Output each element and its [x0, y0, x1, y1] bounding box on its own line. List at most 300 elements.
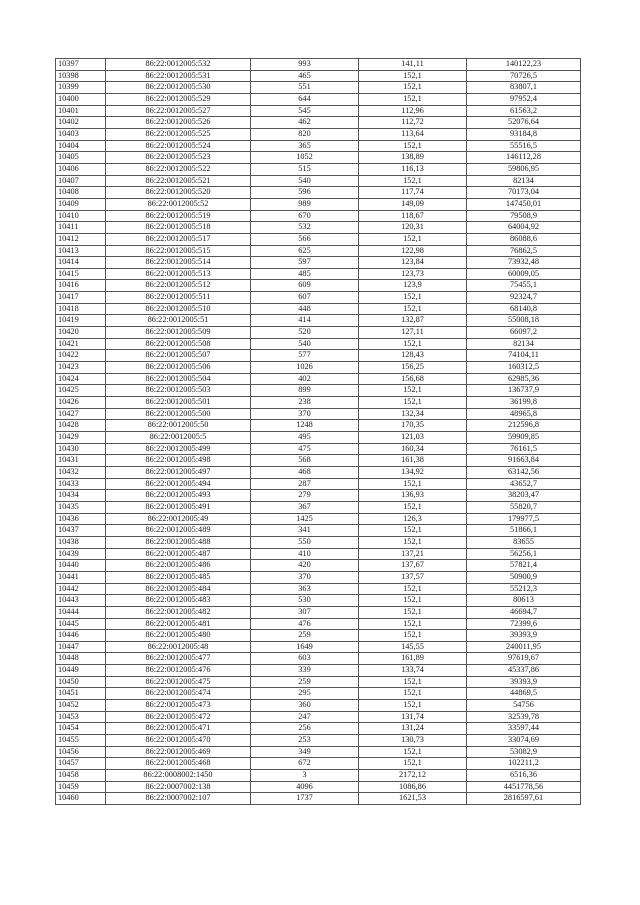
table-row: [56, 618, 581, 630]
table-row: [56, 466, 581, 478]
row-number-cell: 10429: [56, 432, 106, 444]
cadastral-number-cell: 86:22:0012005:491: [106, 501, 251, 513]
table-row: [56, 233, 581, 245]
cadastral-number-cell: 86:22:0012005:476: [106, 665, 251, 677]
cadastral-value-cell: 66097,2: [467, 327, 581, 339]
specific-value-cell: 149,09: [359, 198, 467, 210]
area-cell: 238: [251, 397, 359, 409]
row-number-cell: 10401: [56, 105, 106, 117]
cadastral-number-cell: 86:22:0012005:529: [106, 93, 251, 105]
cadastral-number-cell: 86:22:0012005:519: [106, 210, 251, 222]
cadastral-value-cell: 33597,44: [467, 723, 581, 735]
specific-value-cell: 138,89: [359, 152, 467, 164]
cadastral-value-cell: 76161,5: [467, 443, 581, 455]
table-row: [56, 478, 581, 490]
area-cell: 247: [251, 711, 359, 723]
cadastral-value-cell: 160312,5: [467, 362, 581, 374]
cadastral-number-cell: 86:22:0012005:485: [106, 571, 251, 583]
row-number-cell: 10417: [56, 292, 106, 304]
table-row: [56, 105, 581, 117]
table-row: [56, 210, 581, 222]
row-number-cell: 10415: [56, 268, 106, 280]
cadastral-value-cell: 179977,5: [467, 513, 581, 525]
cadastral-number-cell: 86:22:0012005:475: [106, 676, 251, 688]
cadastral-number-cell: 86:22:0012005:520: [106, 187, 251, 199]
cadastral-value-cell: 73932,48: [467, 257, 581, 269]
table-row: [56, 187, 581, 199]
cadastral-value-cell: 68140,8: [467, 303, 581, 315]
cadastral-number-cell: 86:22:0012005:521: [106, 175, 251, 187]
area-cell: 568: [251, 455, 359, 467]
row-number-cell: 10410: [56, 210, 106, 222]
specific-value-cell: 112,96: [359, 105, 467, 117]
cadastral-number-cell: 86:22:0012005:532: [106, 59, 251, 71]
area-cell: 1026: [251, 362, 359, 374]
table-row: [56, 82, 581, 94]
table-row: [56, 93, 581, 105]
row-number-cell: 10400: [56, 93, 106, 105]
cadastral-number-cell: 86:22:0012005:514: [106, 257, 251, 269]
cadastral-value-cell: 212596,8: [467, 420, 581, 432]
specific-value-cell: 130,73: [359, 735, 467, 747]
cadastral-number-cell: 86:22:0012005:527: [106, 105, 251, 117]
table-row: [56, 711, 581, 723]
cadastral-value-cell: 79508,9: [467, 210, 581, 222]
specific-value-cell: 152,1: [359, 93, 467, 105]
table-row: [56, 595, 581, 607]
cadastral-number-cell: 86:22:0012005:530: [106, 82, 251, 94]
table-row: [56, 630, 581, 642]
row-number-cell: 10442: [56, 583, 106, 595]
cadastral-value-cell: 91663,84: [467, 455, 581, 467]
table-row: [56, 548, 581, 560]
area-cell: 1425: [251, 513, 359, 525]
area-cell: 495: [251, 432, 359, 444]
area-cell: 287: [251, 478, 359, 490]
area-cell: 465: [251, 70, 359, 82]
row-number-cell: 10397: [56, 59, 106, 71]
cadastral-number-cell: 86:22:0012005:477: [106, 653, 251, 665]
specific-value-cell: 152,1: [359, 140, 467, 152]
row-number-cell: 10414: [56, 257, 106, 269]
cadastral-number-cell: 86:22:0012005:526: [106, 117, 251, 129]
specific-value-cell: 133,74: [359, 665, 467, 677]
area-cell: 820: [251, 128, 359, 140]
specific-value-cell: 131,24: [359, 723, 467, 735]
cadastral-number-cell: 86:22:0012005:497: [106, 466, 251, 478]
cadastral-number-cell: 86:22:0012005:511: [106, 292, 251, 304]
cadastral-number-cell: 86:22:0012005:469: [106, 746, 251, 758]
row-number-cell: 10453: [56, 711, 106, 723]
area-cell: 341: [251, 525, 359, 537]
area-cell: 360: [251, 700, 359, 712]
table-row: [56, 280, 581, 292]
specific-value-cell: 152,1: [359, 630, 467, 642]
specific-value-cell: 132,87: [359, 315, 467, 327]
row-number-cell: 10460: [56, 793, 106, 805]
cadastral-number-cell: 86:22:0012005:484: [106, 583, 251, 595]
area-cell: 515: [251, 163, 359, 175]
specific-value-cell: 131,74: [359, 711, 467, 723]
cadastral-value-cell: 52076,64: [467, 117, 581, 129]
specific-value-cell: 134,92: [359, 466, 467, 478]
cadastral-value-cell: 61563,2: [467, 105, 581, 117]
specific-value-cell: 152,1: [359, 501, 467, 513]
specific-value-cell: 152,1: [359, 525, 467, 537]
table-row: [56, 525, 581, 537]
cadastral-value-table: [55, 58, 581, 805]
area-cell: 993: [251, 59, 359, 71]
cadastral-value-cell: 55516,5: [467, 140, 581, 152]
table-row: [56, 362, 581, 374]
table-row: [56, 781, 581, 793]
row-number-cell: 10457: [56, 758, 106, 770]
table-row: [56, 641, 581, 653]
table-row: [56, 59, 581, 71]
row-number-cell: 10452: [56, 700, 106, 712]
cadastral-value-cell: 4451778,56: [467, 781, 581, 793]
cadastral-value-cell: 57821,4: [467, 560, 581, 572]
row-number-cell: 10455: [56, 735, 106, 747]
table-row: [56, 560, 581, 572]
table-row: [56, 513, 581, 525]
row-number-cell: 10430: [56, 443, 106, 455]
cadastral-value-cell: 83655: [467, 536, 581, 548]
area-cell: 468: [251, 466, 359, 478]
specific-value-cell: 152,1: [359, 292, 467, 304]
area-cell: 672: [251, 758, 359, 770]
area-cell: 1248: [251, 420, 359, 432]
cadastral-value-cell: 97952,4: [467, 93, 581, 105]
cadastral-value-cell: 80613: [467, 595, 581, 607]
row-number-cell: 10420: [56, 327, 106, 339]
table-row: [56, 443, 581, 455]
cadastral-number-cell: 86:22:0012005:5: [106, 432, 251, 444]
cadastral-number-cell: 86:22:0007002:138: [106, 781, 251, 793]
specific-value-cell: 117,74: [359, 187, 467, 199]
cadastral-value-cell: 76862,5: [467, 245, 581, 257]
specific-value-cell: 152,1: [359, 676, 467, 688]
specific-value-cell: 123,9: [359, 280, 467, 292]
table-row: [56, 501, 581, 513]
area-cell: 349: [251, 746, 359, 758]
row-number-cell: 10436: [56, 513, 106, 525]
table-row: [56, 163, 581, 175]
row-number-cell: 10418: [56, 303, 106, 315]
row-number-cell: 10448: [56, 653, 106, 665]
row-number-cell: 10428: [56, 420, 106, 432]
table-row: [56, 222, 581, 234]
row-number-cell: 10432: [56, 466, 106, 478]
cadastral-number-cell: 86:22:0012005:494: [106, 478, 251, 490]
area-cell: 476: [251, 618, 359, 630]
cadastral-value-cell: 46694,7: [467, 606, 581, 618]
table-row: [56, 700, 581, 712]
area-cell: 256: [251, 723, 359, 735]
cadastral-value-cell: 55820,7: [467, 501, 581, 513]
cadastral-number-cell: 86:22:0012005:493: [106, 490, 251, 502]
area-cell: 520: [251, 327, 359, 339]
table-row: [56, 420, 581, 432]
area-cell: 609: [251, 280, 359, 292]
cadastral-number-cell: 86:22:0012005:501: [106, 397, 251, 409]
row-number-cell: 10427: [56, 408, 106, 420]
cadastral-number-cell: 86:22:0012005:525: [106, 128, 251, 140]
cadastral-number-cell: 86:22:0012005:486: [106, 560, 251, 572]
row-number-cell: 10441: [56, 571, 106, 583]
cadastral-number-cell: 86:22:0012005:523: [106, 152, 251, 164]
area-cell: 545: [251, 105, 359, 117]
area-cell: 259: [251, 630, 359, 642]
row-number-cell: 10403: [56, 128, 106, 140]
specific-value-cell: 161,38: [359, 455, 467, 467]
cadastral-number-cell: 86:22:0012005:48: [106, 641, 251, 653]
cadastral-value-cell: 147450,01: [467, 198, 581, 210]
row-number-cell: 10398: [56, 70, 106, 82]
cadastral-number-cell: 86:22:0012005:489: [106, 525, 251, 537]
table-row: [56, 571, 581, 583]
cadastral-value-cell: 2816597,61: [467, 793, 581, 805]
table-row: [56, 175, 581, 187]
area-cell: 4096: [251, 781, 359, 793]
specific-value-cell: 137,21: [359, 548, 467, 560]
table-row: [56, 327, 581, 339]
row-number-cell: 10450: [56, 676, 106, 688]
area-cell: 607: [251, 292, 359, 304]
cadastral-value-cell: 102211,2: [467, 758, 581, 770]
specific-value-cell: 123,73: [359, 268, 467, 280]
row-number-cell: 10435: [56, 501, 106, 513]
row-number-cell: 10412: [56, 233, 106, 245]
specific-value-cell: 127,11: [359, 327, 467, 339]
cadastral-number-cell: 86:22:0012005:487: [106, 548, 251, 560]
specific-value-cell: 126,3: [359, 513, 467, 525]
row-number-cell: 10411: [56, 222, 106, 234]
specific-value-cell: 1621,53: [359, 793, 467, 805]
row-number-cell: 10431: [56, 455, 106, 467]
cadastral-number-cell: 86:22:0012005:531: [106, 70, 251, 82]
table-row: [56, 746, 581, 758]
area-cell: 253: [251, 735, 359, 747]
row-number-cell: 10447: [56, 641, 106, 653]
area-cell: 402: [251, 373, 359, 385]
table-row: [56, 723, 581, 735]
area-cell: 597: [251, 257, 359, 269]
cadastral-number-cell: 86:22:0012005:517: [106, 233, 251, 245]
area-cell: 367: [251, 501, 359, 513]
area-cell: 577: [251, 350, 359, 362]
specific-value-cell: 152,1: [359, 70, 467, 82]
cadastral-number-cell: 86:22:0012005:512: [106, 280, 251, 292]
table-row: [56, 257, 581, 269]
cadastral-value-cell: 48965,8: [467, 408, 581, 420]
cadastral-value-cell: 51866,1: [467, 525, 581, 537]
cadastral-value-cell: 82134: [467, 175, 581, 187]
area-cell: 540: [251, 338, 359, 350]
specific-value-cell: 123,84: [359, 257, 467, 269]
cadastral-value-cell: 55008,18: [467, 315, 581, 327]
specific-value-cell: 152,1: [359, 175, 467, 187]
row-number-cell: 10439: [56, 548, 106, 560]
area-cell: 485: [251, 268, 359, 280]
area-cell: 363: [251, 583, 359, 595]
specific-value-cell: 161,89: [359, 653, 467, 665]
cadastral-number-cell: 86:22:0012005:481: [106, 618, 251, 630]
specific-value-cell: 121,03: [359, 432, 467, 444]
cadastral-value-cell: 56256,1: [467, 548, 581, 560]
specific-value-cell: 152,1: [359, 595, 467, 607]
cadastral-value-cell: 60009,05: [467, 268, 581, 280]
cadastral-number-cell: 86:22:0012005:515: [106, 245, 251, 257]
area-cell: 603: [251, 653, 359, 665]
table-row: [56, 770, 581, 782]
specific-value-cell: 152,1: [359, 700, 467, 712]
table-row: [56, 583, 581, 595]
cadastral-number-cell: 86:22:0012005:473: [106, 700, 251, 712]
row-number-cell: 10399: [56, 82, 106, 94]
table-row: [56, 455, 581, 467]
area-cell: 462: [251, 117, 359, 129]
cadastral-value-cell: 97619,67: [467, 653, 581, 665]
cadastral-number-cell: 86:22:0012005:49: [106, 513, 251, 525]
cadastral-value-cell: 62985,36: [467, 373, 581, 385]
specific-value-cell: 145,55: [359, 641, 467, 653]
area-cell: 530: [251, 595, 359, 607]
specific-value-cell: 152,1: [359, 688, 467, 700]
cadastral-value-cell: 33074,69: [467, 735, 581, 747]
cadastral-value-cell: 70726,5: [467, 70, 581, 82]
table-row: [56, 152, 581, 164]
specific-value-cell: 128,43: [359, 350, 467, 362]
area-cell: 596: [251, 187, 359, 199]
cadastral-number-cell: 86:22:0012005:513: [106, 268, 251, 280]
specific-value-cell: 152,1: [359, 746, 467, 758]
area-cell: 365: [251, 140, 359, 152]
specific-value-cell: 118,67: [359, 210, 467, 222]
area-cell: 414: [251, 315, 359, 327]
area-cell: 989: [251, 198, 359, 210]
row-number-cell: 10424: [56, 373, 106, 385]
area-cell: 410: [251, 548, 359, 560]
cadastral-value-cell: 72399,6: [467, 618, 581, 630]
row-number-cell: 10409: [56, 198, 106, 210]
row-number-cell: 10440: [56, 560, 106, 572]
cadastral-value-cell: 70173,04: [467, 187, 581, 199]
specific-value-cell: 170,35: [359, 420, 467, 432]
area-cell: 3: [251, 770, 359, 782]
area-cell: 551: [251, 82, 359, 94]
area-cell: 339: [251, 665, 359, 677]
specific-value-cell: 120,31: [359, 222, 467, 234]
cadastral-number-cell: 86:22:0012005:52: [106, 198, 251, 210]
table-row: [56, 268, 581, 280]
cadastral-number-cell: 86:22:0007002:107: [106, 793, 251, 805]
table-row: [56, 373, 581, 385]
cadastral-value-cell: 45337,86: [467, 665, 581, 677]
area-cell: 279: [251, 490, 359, 502]
cadastral-number-cell: 86:22:0012005:482: [106, 606, 251, 618]
table-row: [56, 735, 581, 747]
row-number-cell: 10449: [56, 665, 106, 677]
cadastral-number-cell: 86:22:0012005:472: [106, 711, 251, 723]
cadastral-value-cell: 32539,78: [467, 711, 581, 723]
cadastral-value-cell: 240011,95: [467, 641, 581, 653]
specific-value-cell: 136,93: [359, 490, 467, 502]
row-number-cell: 10406: [56, 163, 106, 175]
table-row: [56, 758, 581, 770]
cadastral-value-cell: 43652,7: [467, 478, 581, 490]
table-row: [56, 490, 581, 502]
cadastral-value-cell: 136737,9: [467, 385, 581, 397]
cadastral-number-cell: 86:22:0012005:508: [106, 338, 251, 350]
cadastral-value-cell: 39393,9: [467, 676, 581, 688]
cadastral-value-cell: 39393,9: [467, 630, 581, 642]
area-cell: 475: [251, 443, 359, 455]
row-number-cell: 10404: [56, 140, 106, 152]
area-cell: 1649: [251, 641, 359, 653]
cadastral-value-cell: 55212,3: [467, 583, 581, 595]
row-number-cell: 10433: [56, 478, 106, 490]
cadastral-number-cell: 86:22:0012005:503: [106, 385, 251, 397]
specific-value-cell: 152,1: [359, 478, 467, 490]
row-number-cell: 10446: [56, 630, 106, 642]
row-number-cell: 10405: [56, 152, 106, 164]
cadastral-value-cell: 50900,9: [467, 571, 581, 583]
row-number-cell: 10416: [56, 280, 106, 292]
area-cell: 670: [251, 210, 359, 222]
cadastral-value-cell: 59806,95: [467, 163, 581, 175]
cadastral-number-cell: 86:22:0012005:500: [106, 408, 251, 420]
specific-value-cell: 113,64: [359, 128, 467, 140]
area-cell: 625: [251, 245, 359, 257]
cadastral-number-cell: 86:22:0012005:50: [106, 420, 251, 432]
row-number-cell: 10425: [56, 385, 106, 397]
cadastral-number-cell: 86:22:0012005:51: [106, 315, 251, 327]
row-number-cell: 10458: [56, 770, 106, 782]
cadastral-number-cell: 86:22:0012005:470: [106, 735, 251, 747]
table-row: [56, 140, 581, 152]
cadastral-value-cell: 92324,7: [467, 292, 581, 304]
table-row: [56, 688, 581, 700]
cadastral-value-cell: 44869,5: [467, 688, 581, 700]
cadastral-value-cell: 83807,1: [467, 82, 581, 94]
area-cell: 1052: [251, 152, 359, 164]
row-number-cell: 10454: [56, 723, 106, 735]
table-row: [56, 385, 581, 397]
cadastral-number-cell: 86:22:0012005:471: [106, 723, 251, 735]
row-number-cell: 10422: [56, 350, 106, 362]
row-number-cell: 10402: [56, 117, 106, 129]
table-row: [56, 303, 581, 315]
area-cell: 307: [251, 606, 359, 618]
cadastral-number-cell: 86:22:0012005:483: [106, 595, 251, 607]
table-row: [56, 292, 581, 304]
cadastral-number-cell: 86:22:0012005:510: [106, 303, 251, 315]
specific-value-cell: 112,72: [359, 117, 467, 129]
table-row: [56, 793, 581, 805]
specific-value-cell: 141,11: [359, 59, 467, 71]
specific-value-cell: 160,34: [359, 443, 467, 455]
area-cell: 532: [251, 222, 359, 234]
cadastral-value-cell: 64004,92: [467, 222, 581, 234]
area-cell: 540: [251, 175, 359, 187]
cadastral-number-cell: 86:22:0012005:506: [106, 362, 251, 374]
specific-value-cell: 1086,86: [359, 781, 467, 793]
row-number-cell: 10426: [56, 397, 106, 409]
area-cell: 550: [251, 536, 359, 548]
cadastral-number-cell: 86:22:0012005:498: [106, 455, 251, 467]
cadastral-value-cell: 74104,11: [467, 350, 581, 362]
